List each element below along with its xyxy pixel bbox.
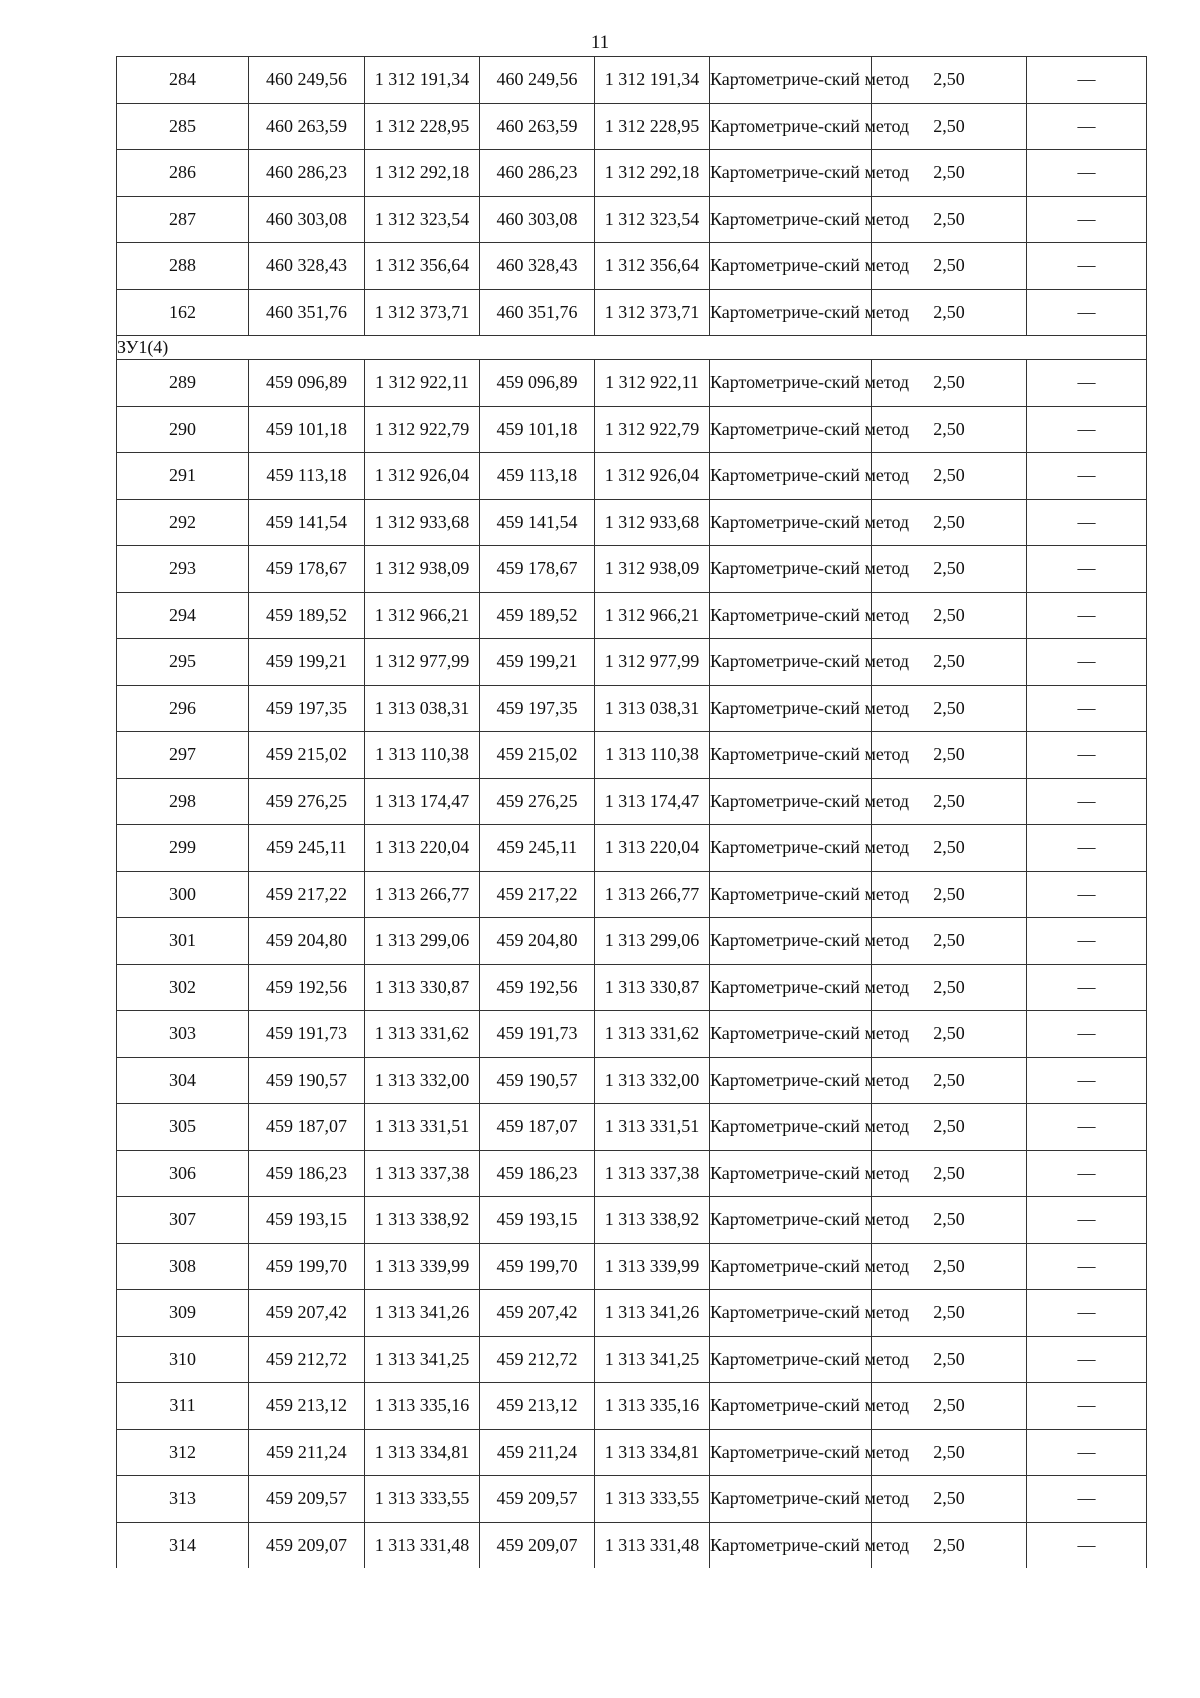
x-refined-cell: 459 276,25	[480, 778, 595, 825]
y-refined-cell: 1 312 966,21	[595, 592, 710, 639]
description-cell: —	[1027, 825, 1147, 872]
accuracy-cell: 2,50	[872, 360, 1027, 407]
x-refined-cell: 459 211,24	[480, 1429, 595, 1476]
x-refined-cell: 459 189,52	[480, 592, 595, 639]
x-refined-cell: 459 192,56	[480, 964, 595, 1011]
point-number-cell: 290	[117, 406, 249, 453]
x-existing-cell: 460 351,76	[249, 289, 365, 336]
description-cell: —	[1027, 1011, 1147, 1058]
description-cell: —	[1027, 453, 1147, 500]
point-number-cell: 305	[117, 1104, 249, 1151]
method-cell: Картометриче-ский метод	[710, 639, 872, 686]
method-cell: Картометриче-ский метод	[710, 732, 872, 779]
point-number-cell: 304	[117, 1057, 249, 1104]
x-refined-cell: 459 199,70	[480, 1243, 595, 1290]
table-row	[117, 825, 1147, 872]
description-cell: —	[1027, 1104, 1147, 1151]
x-refined-cell: 459 197,35	[480, 685, 595, 732]
method-cell: Картометриче-ский метод	[710, 1383, 872, 1430]
x-existing-cell: 459 204,80	[249, 918, 365, 965]
x-existing-cell: 459 212,72	[249, 1336, 365, 1383]
x-refined-cell: 459 096,89	[480, 360, 595, 407]
point-number-cell: 293	[117, 546, 249, 593]
table-row	[117, 732, 1147, 779]
accuracy-cell: 2,50	[872, 1197, 1027, 1244]
y-refined-cell: 1 313 333,55	[595, 1476, 710, 1523]
method-cell: Картометриче-ский метод	[710, 1429, 872, 1476]
description-cell: —	[1027, 150, 1147, 197]
y-existing-cell: 1 312 292,18	[365, 150, 480, 197]
y-existing-cell: 1 312 323,54	[365, 196, 480, 243]
x-refined-cell: 459 193,15	[480, 1197, 595, 1244]
method-cell: Картометриче-ский метод	[710, 406, 872, 453]
method-cell: Картометриче-ский метод	[710, 871, 872, 918]
y-existing-cell: 1 313 331,62	[365, 1011, 480, 1058]
y-existing-cell: 1 313 174,47	[365, 778, 480, 825]
table-row	[117, 453, 1147, 500]
point-number-cell: 300	[117, 871, 249, 918]
y-refined-cell: 1 313 110,38	[595, 732, 710, 779]
point-number-cell: 162	[117, 289, 249, 336]
point-number-cell: 287	[117, 196, 249, 243]
point-number-cell: 310	[117, 1336, 249, 1383]
y-existing-cell: 1 312 966,21	[365, 592, 480, 639]
x-existing-cell: 459 245,11	[249, 825, 365, 872]
table-row	[117, 196, 1147, 243]
point-number-cell: 289	[117, 360, 249, 407]
x-refined-cell: 459 217,22	[480, 871, 595, 918]
y-existing-cell: 1 312 922,11	[365, 360, 480, 407]
x-existing-cell: 459 215,02	[249, 732, 365, 779]
y-refined-cell: 1 313 266,77	[595, 871, 710, 918]
x-existing-cell: 459 213,12	[249, 1383, 365, 1430]
y-existing-cell: 1 313 341,26	[365, 1290, 480, 1337]
table-row	[117, 289, 1147, 336]
x-refined-cell: 459 191,73	[480, 1011, 595, 1058]
method-cell: Картометриче-ский метод	[710, 1197, 872, 1244]
x-refined-cell: 460 263,59	[480, 103, 595, 150]
table-row	[117, 685, 1147, 732]
table-row	[117, 103, 1147, 150]
y-existing-cell: 1 312 191,34	[365, 57, 480, 104]
x-existing-cell: 459 197,35	[249, 685, 365, 732]
method-cell: Картометриче-ский метод	[710, 1290, 872, 1337]
table-row	[117, 1522, 1147, 1568]
y-existing-cell: 1 313 338,92	[365, 1197, 480, 1244]
description-cell: —	[1027, 360, 1147, 407]
point-number-cell: 307	[117, 1197, 249, 1244]
y-refined-cell: 1 312 938,09	[595, 546, 710, 593]
x-existing-cell: 459 186,23	[249, 1150, 365, 1197]
table-row	[117, 1104, 1147, 1151]
method-cell: Картометриче-ский метод	[710, 57, 872, 104]
point-number-cell: 292	[117, 499, 249, 546]
x-existing-cell: 459 101,18	[249, 406, 365, 453]
table-row	[117, 360, 1147, 407]
accuracy-cell: 2,50	[872, 918, 1027, 965]
accuracy-cell: 2,50	[872, 1383, 1027, 1430]
y-existing-cell: 1 313 331,51	[365, 1104, 480, 1151]
method-cell: Картометриче-ский метод	[710, 196, 872, 243]
x-existing-cell: 460 303,08	[249, 196, 365, 243]
y-existing-cell: 1 312 228,95	[365, 103, 480, 150]
y-existing-cell: 1 313 333,55	[365, 1476, 480, 1523]
method-cell: Картометриче-ский метод	[710, 453, 872, 500]
accuracy-cell: 2,50	[872, 1150, 1027, 1197]
y-refined-cell: 1 313 334,81	[595, 1429, 710, 1476]
table-row	[117, 871, 1147, 918]
point-number-cell: 306	[117, 1150, 249, 1197]
x-refined-cell: 459 209,07	[480, 1522, 595, 1568]
x-refined-cell: 459 187,07	[480, 1104, 595, 1151]
accuracy-cell: 2,50	[872, 289, 1027, 336]
x-refined-cell: 460 351,76	[480, 289, 595, 336]
section-label: ЗУ1(4)	[117, 336, 1147, 360]
y-refined-cell: 1 312 292,18	[595, 150, 710, 197]
y-refined-cell: 1 313 331,51	[595, 1104, 710, 1151]
method-cell: Картометриче-ский метод	[710, 1243, 872, 1290]
y-existing-cell: 1 313 330,87	[365, 964, 480, 1011]
method-cell: Картометриче-ский метод	[710, 499, 872, 546]
method-cell: Картометриче-ский метод	[710, 964, 872, 1011]
method-cell: Картометриче-ский метод	[710, 546, 872, 593]
accuracy-cell: 2,50	[872, 1522, 1027, 1568]
accuracy-cell: 2,50	[872, 196, 1027, 243]
description-cell: —	[1027, 639, 1147, 686]
page-number: 11	[590, 32, 610, 53]
y-existing-cell: 1 313 038,31	[365, 685, 480, 732]
y-existing-cell: 1 313 110,38	[365, 732, 480, 779]
y-refined-cell: 1 313 331,62	[595, 1011, 710, 1058]
description-cell: —	[1027, 1522, 1147, 1568]
table-row	[117, 1290, 1147, 1337]
y-refined-cell: 1 312 228,95	[595, 103, 710, 150]
table-row	[117, 499, 1147, 546]
x-existing-cell: 459 193,15	[249, 1197, 365, 1244]
y-existing-cell: 1 313 299,06	[365, 918, 480, 965]
method-cell: Картометриче-ский метод	[710, 592, 872, 639]
description-cell: —	[1027, 1336, 1147, 1383]
x-refined-cell: 459 209,57	[480, 1476, 595, 1523]
point-number-cell: 311	[117, 1383, 249, 1430]
y-refined-cell: 1 313 338,92	[595, 1197, 710, 1244]
y-existing-cell: 1 312 922,79	[365, 406, 480, 453]
x-existing-cell: 459 209,07	[249, 1522, 365, 1568]
point-number-cell: 297	[117, 732, 249, 779]
accuracy-cell: 2,50	[872, 778, 1027, 825]
y-existing-cell: 1 313 331,48	[365, 1522, 480, 1568]
y-refined-cell: 1 313 174,47	[595, 778, 710, 825]
description-cell: —	[1027, 196, 1147, 243]
description-cell: —	[1027, 103, 1147, 150]
table-row	[117, 1197, 1147, 1244]
x-refined-cell: 459 141,54	[480, 499, 595, 546]
y-existing-cell: 1 313 341,25	[365, 1336, 480, 1383]
method-cell: Картометриче-ский метод	[710, 243, 872, 290]
y-existing-cell: 1 312 373,71	[365, 289, 480, 336]
description-cell: —	[1027, 685, 1147, 732]
x-refined-cell: 459 207,42	[480, 1290, 595, 1337]
point-number-cell: 299	[117, 825, 249, 872]
table-row	[117, 592, 1147, 639]
y-refined-cell: 1 312 373,71	[595, 289, 710, 336]
x-existing-cell: 459 192,56	[249, 964, 365, 1011]
y-refined-cell: 1 313 335,16	[595, 1383, 710, 1430]
point-number-cell: 314	[117, 1522, 249, 1568]
y-refined-cell: 1 313 337,38	[595, 1150, 710, 1197]
accuracy-cell: 2,50	[872, 1011, 1027, 1058]
x-refined-cell: 459 212,72	[480, 1336, 595, 1383]
point-number-cell: 285	[117, 103, 249, 150]
table-row	[117, 57, 1147, 104]
x-refined-cell: 460 328,43	[480, 243, 595, 290]
point-number-cell: 303	[117, 1011, 249, 1058]
accuracy-cell: 2,50	[872, 1290, 1027, 1337]
x-existing-cell: 459 217,22	[249, 871, 365, 918]
description-cell: —	[1027, 1197, 1147, 1244]
description-cell: —	[1027, 732, 1147, 779]
x-existing-cell: 460 286,23	[249, 150, 365, 197]
y-refined-cell: 1 313 299,06	[595, 918, 710, 965]
description-cell: —	[1027, 1150, 1147, 1197]
point-number-cell: 294	[117, 592, 249, 639]
x-existing-cell: 459 276,25	[249, 778, 365, 825]
y-refined-cell: 1 313 332,00	[595, 1057, 710, 1104]
accuracy-cell: 2,50	[872, 1476, 1027, 1523]
y-refined-cell: 1 312 933,68	[595, 499, 710, 546]
description-cell: —	[1027, 1429, 1147, 1476]
accuracy-cell: 2,50	[872, 1429, 1027, 1476]
accuracy-cell: 2,50	[872, 150, 1027, 197]
y-refined-cell: 1 313 331,48	[595, 1522, 710, 1568]
accuracy-cell: 2,50	[872, 871, 1027, 918]
description-cell: —	[1027, 778, 1147, 825]
point-number-cell: 298	[117, 778, 249, 825]
description-cell: —	[1027, 57, 1147, 104]
table-row	[117, 639, 1147, 686]
description-cell: —	[1027, 1476, 1147, 1523]
method-cell: Картометриче-ский метод	[710, 289, 872, 336]
table-row	[117, 1057, 1147, 1104]
method-cell: Картометриче-ский метод	[710, 1104, 872, 1151]
y-existing-cell: 1 312 938,09	[365, 546, 480, 593]
method-cell: Картометриче-ский метод	[710, 825, 872, 872]
x-existing-cell: 460 249,56	[249, 57, 365, 104]
y-existing-cell: 1 312 933,68	[365, 499, 480, 546]
x-existing-cell: 459 211,24	[249, 1429, 365, 1476]
point-number-cell: 284	[117, 57, 249, 104]
accuracy-cell: 2,50	[872, 964, 1027, 1011]
table-row	[117, 1476, 1147, 1523]
y-refined-cell: 1 313 339,99	[595, 1243, 710, 1290]
y-refined-cell: 1 312 922,11	[595, 360, 710, 407]
table-row	[117, 243, 1147, 290]
y-existing-cell: 1 313 220,04	[365, 825, 480, 872]
x-existing-cell: 459 190,57	[249, 1057, 365, 1104]
description-cell: —	[1027, 1290, 1147, 1337]
table-row	[117, 1336, 1147, 1383]
method-cell: Картометриче-ский метод	[710, 1011, 872, 1058]
x-existing-cell: 459 187,07	[249, 1104, 365, 1151]
point-number-cell: 312	[117, 1429, 249, 1476]
table-row	[117, 150, 1147, 197]
method-cell: Картометриче-ский метод	[710, 778, 872, 825]
point-number-cell: 288	[117, 243, 249, 290]
description-cell: —	[1027, 243, 1147, 290]
accuracy-cell: 2,50	[872, 453, 1027, 500]
accuracy-cell: 2,50	[872, 57, 1027, 104]
method-cell: Картометриче-ский метод	[710, 1150, 872, 1197]
y-refined-cell: 1 313 330,87	[595, 964, 710, 1011]
x-refined-cell: 459 204,80	[480, 918, 595, 965]
table-body	[117, 57, 1147, 1569]
point-number-cell: 302	[117, 964, 249, 1011]
y-existing-cell: 1 313 339,99	[365, 1243, 480, 1290]
x-existing-cell: 459 113,18	[249, 453, 365, 500]
x-refined-cell: 459 215,02	[480, 732, 595, 779]
point-number-cell: 308	[117, 1243, 249, 1290]
point-number-cell: 296	[117, 685, 249, 732]
accuracy-cell: 2,50	[872, 499, 1027, 546]
point-number-cell: 291	[117, 453, 249, 500]
description-cell: —	[1027, 918, 1147, 965]
x-existing-cell: 459 141,54	[249, 499, 365, 546]
description-cell: —	[1027, 289, 1147, 336]
accuracy-cell: 2,50	[872, 243, 1027, 290]
method-cell: Картометриче-ский метод	[710, 103, 872, 150]
accuracy-cell: 2,50	[872, 1243, 1027, 1290]
accuracy-cell: 2,50	[872, 592, 1027, 639]
y-refined-cell: 1 313 341,25	[595, 1336, 710, 1383]
table-row	[117, 778, 1147, 825]
x-existing-cell: 459 189,52	[249, 592, 365, 639]
description-cell: —	[1027, 406, 1147, 453]
point-number-cell: 286	[117, 150, 249, 197]
description-cell: —	[1027, 1243, 1147, 1290]
table-row	[117, 918, 1147, 965]
accuracy-cell: 2,50	[872, 1104, 1027, 1151]
table-row	[117, 1383, 1147, 1430]
y-refined-cell: 1 312 922,79	[595, 406, 710, 453]
method-cell: Картометриче-ский метод	[710, 1336, 872, 1383]
x-refined-cell: 459 213,12	[480, 1383, 595, 1430]
accuracy-cell: 2,50	[872, 1336, 1027, 1383]
description-cell: —	[1027, 871, 1147, 918]
description-cell: —	[1027, 499, 1147, 546]
point-number-cell: 295	[117, 639, 249, 686]
x-existing-cell: 460 263,59	[249, 103, 365, 150]
method-cell: Картометриче-ский метод	[710, 360, 872, 407]
point-number-cell: 309	[117, 1290, 249, 1337]
accuracy-cell: 2,50	[872, 732, 1027, 779]
y-refined-cell: 1 312 356,64	[595, 243, 710, 290]
x-refined-cell: 459 101,18	[480, 406, 595, 453]
x-existing-cell: 460 328,43	[249, 243, 365, 290]
y-refined-cell: 1 312 926,04	[595, 453, 710, 500]
y-existing-cell: 1 313 332,00	[365, 1057, 480, 1104]
x-refined-cell: 460 286,23	[480, 150, 595, 197]
accuracy-cell: 2,50	[872, 639, 1027, 686]
y-existing-cell: 1 312 356,64	[365, 243, 480, 290]
x-existing-cell: 459 209,57	[249, 1476, 365, 1523]
y-existing-cell: 1 313 335,16	[365, 1383, 480, 1430]
x-refined-cell: 459 186,23	[480, 1150, 595, 1197]
y-existing-cell: 1 313 266,77	[365, 871, 480, 918]
method-cell: Картометриче-ский метод	[710, 1476, 872, 1523]
description-cell: —	[1027, 1057, 1147, 1104]
accuracy-cell: 2,50	[872, 1057, 1027, 1104]
x-existing-cell: 459 207,42	[249, 1290, 365, 1337]
x-existing-cell: 459 096,89	[249, 360, 365, 407]
method-cell: Картометриче-ский метод	[710, 685, 872, 732]
table-row	[117, 546, 1147, 593]
x-existing-cell: 459 199,70	[249, 1243, 365, 1290]
y-refined-cell: 1 312 977,99	[595, 639, 710, 686]
description-cell: —	[1027, 1383, 1147, 1430]
point-number-cell: 313	[117, 1476, 249, 1523]
description-cell: —	[1027, 546, 1147, 593]
y-existing-cell: 1 312 926,04	[365, 453, 480, 500]
y-refined-cell: 1 313 038,31	[595, 685, 710, 732]
y-existing-cell: 1 313 334,81	[365, 1429, 480, 1476]
x-refined-cell: 459 178,67	[480, 546, 595, 593]
accuracy-cell: 2,50	[872, 825, 1027, 872]
method-cell: Картометриче-ский метод	[710, 150, 872, 197]
description-cell: —	[1027, 592, 1147, 639]
accuracy-cell: 2,50	[872, 406, 1027, 453]
y-refined-cell: 1 312 323,54	[595, 196, 710, 243]
accuracy-cell: 2,50	[872, 103, 1027, 150]
table-row	[117, 964, 1147, 1011]
accuracy-cell: 2,50	[872, 546, 1027, 593]
table-row	[117, 1243, 1147, 1290]
x-existing-cell: 459 191,73	[249, 1011, 365, 1058]
table-row	[117, 406, 1147, 453]
method-cell: Картометриче-ский метод	[710, 1522, 872, 1568]
x-refined-cell: 460 249,56	[480, 57, 595, 104]
accuracy-cell: 2,50	[872, 685, 1027, 732]
x-existing-cell: 459 199,21	[249, 639, 365, 686]
coordinates-table	[116, 56, 1147, 1568]
table-row	[117, 1429, 1147, 1476]
x-refined-cell: 459 113,18	[480, 453, 595, 500]
y-refined-cell: 1 312 191,34	[595, 57, 710, 104]
x-existing-cell: 459 178,67	[249, 546, 365, 593]
y-refined-cell: 1 313 220,04	[595, 825, 710, 872]
y-existing-cell: 1 312 977,99	[365, 639, 480, 686]
x-refined-cell: 460 303,08	[480, 196, 595, 243]
method-cell: Картометриче-ский метод	[710, 918, 872, 965]
y-existing-cell: 1 313 337,38	[365, 1150, 480, 1197]
description-cell: —	[1027, 964, 1147, 1011]
table-row	[117, 1011, 1147, 1058]
point-number-cell: 301	[117, 918, 249, 965]
table-row	[117, 1150, 1147, 1197]
section-header-row	[117, 336, 1147, 360]
method-cell: Картометриче-ский метод	[710, 1057, 872, 1104]
x-refined-cell: 459 190,57	[480, 1057, 595, 1104]
x-refined-cell: 459 199,21	[480, 639, 595, 686]
x-refined-cell: 459 245,11	[480, 825, 595, 872]
y-refined-cell: 1 313 341,26	[595, 1290, 710, 1337]
